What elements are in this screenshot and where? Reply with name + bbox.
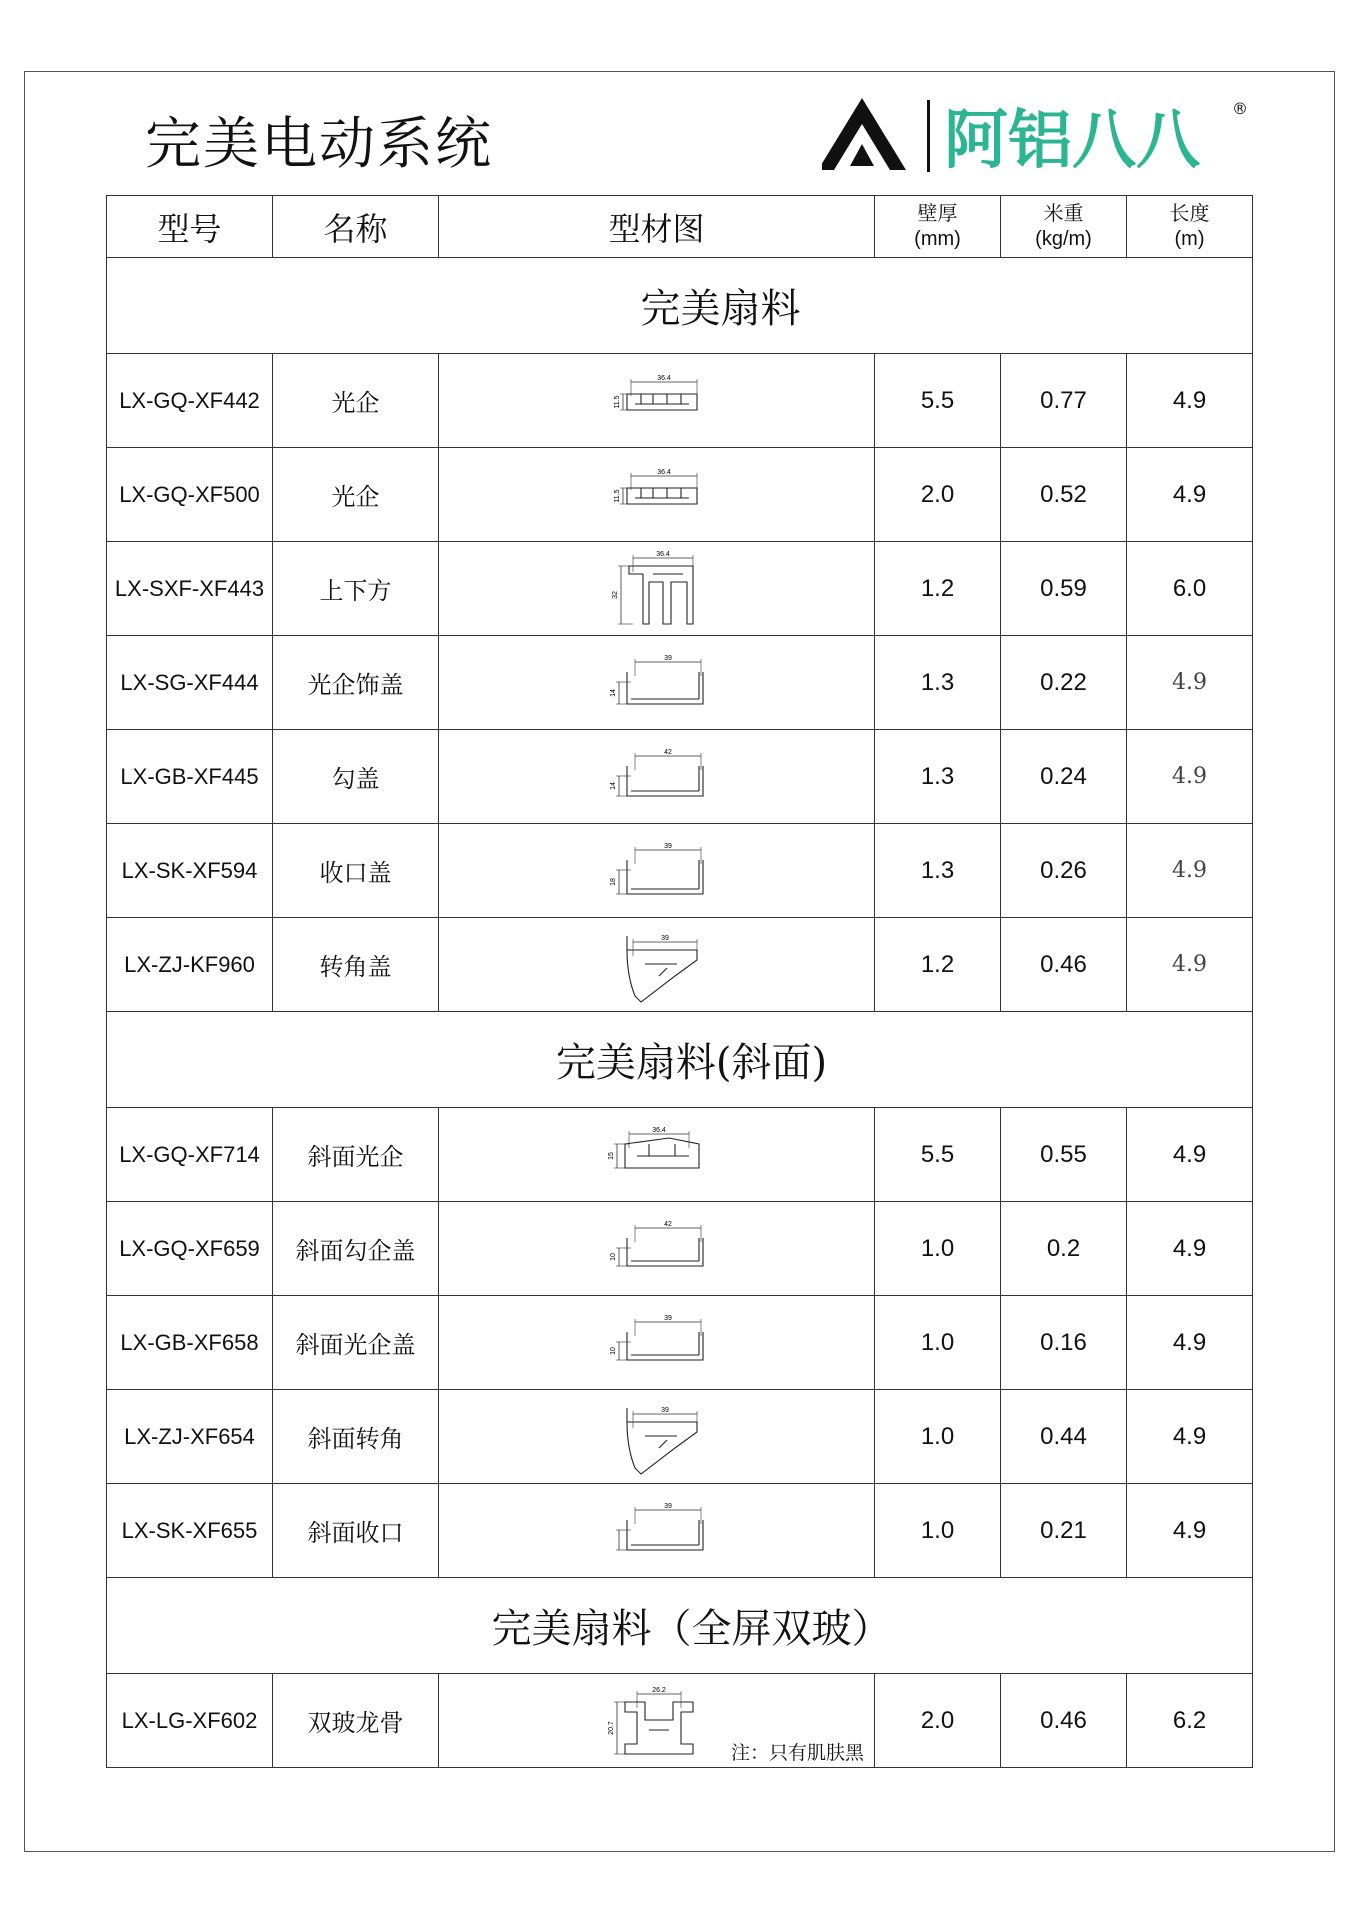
name-cell: 斜面光企盖 (273, 1296, 439, 1390)
svg-text:18: 18 (609, 877, 617, 886)
table-row (107, 824, 1253, 918)
model-cell: LX-GB-XF445 (107, 730, 273, 824)
table-row (107, 1108, 1253, 1202)
svg-text:14: 14 (609, 688, 617, 697)
header-model: 型号 (107, 196, 273, 258)
profile-figure-cell (439, 1484, 875, 1578)
model-cell: LX-GQ-XF500 (107, 448, 273, 542)
weight-cell: 0.16 (1001, 1296, 1127, 1390)
weight-cell: 0.24 (1001, 730, 1127, 824)
thickness-cell: 2.0 (875, 1674, 1001, 1768)
profile-drawing-icon (597, 924, 717, 1006)
weight-cell: 0.44 (1001, 1390, 1127, 1484)
model-cell: LX-LG-XF602 (107, 1674, 273, 1768)
header-thickness (875, 196, 1001, 258)
svg-text:10: 10 (609, 1346, 617, 1355)
svg-text:26.2: 26.2 (651, 1686, 666, 1694)
table-row (107, 1296, 1253, 1390)
svg-text:42: 42 (663, 1220, 672, 1228)
section-title: 完美扇料(斜面) (107, 1012, 1253, 1108)
header-thickness-unit: (mm) (914, 227, 961, 250)
length-cell: 4.9 (1127, 1390, 1253, 1484)
model-cell: LX-SXF-XF443 (107, 542, 273, 636)
brand-logo (822, 96, 1252, 176)
table-row (107, 354, 1253, 448)
model-cell: LX-GQ-XF442 (107, 354, 273, 448)
table-row (107, 1390, 1253, 1484)
thickness-cell: 1.3 (875, 824, 1001, 918)
length-cell: 4.9 (1127, 1202, 1253, 1296)
thickness-cell: 1.3 (875, 730, 1001, 824)
weight-cell: 0.77 (1001, 354, 1127, 448)
table-row (107, 542, 1253, 636)
header-length (1127, 196, 1253, 258)
thickness-cell: 1.3 (875, 636, 1001, 730)
length-cell: 6.2 (1127, 1674, 1253, 1768)
profile-figure-cell (439, 730, 875, 824)
svg-text:39: 39 (663, 1502, 672, 1510)
profile-drawing-icon (597, 1680, 717, 1762)
thickness-cell: 1.2 (875, 918, 1001, 1012)
name-cell: 光企 (273, 448, 439, 542)
svg-text:39: 39 (660, 1406, 669, 1414)
section-title: 完美扇料 (107, 258, 1253, 354)
svg-text:15: 15 (607, 1151, 615, 1160)
svg-text:36.4: 36.4 (656, 374, 671, 382)
thickness-cell: 1.0 (875, 1202, 1001, 1296)
name-cell: 光企饰盖 (273, 636, 439, 730)
table-row (107, 636, 1253, 730)
header-figure: 型材图 (439, 196, 875, 258)
weight-cell: 0.46 (1001, 918, 1127, 1012)
profile-figure-cell (439, 542, 875, 636)
profile-drawing-icon (597, 1396, 717, 1478)
name-cell: 勾盖 (273, 730, 439, 824)
weight-cell: 0.26 (1001, 824, 1127, 918)
logo-mark-icon (822, 98, 906, 170)
profile-figure-cell (439, 824, 875, 918)
profile-figure-cell (439, 1108, 875, 1202)
name-cell: 收口盖 (273, 824, 439, 918)
profile-figure-cell (439, 448, 875, 542)
header-name: 名称 (273, 196, 439, 258)
header-weight-label: 米重 (1043, 202, 1084, 225)
profile-drawing-icon (597, 360, 717, 442)
thickness-cell: 5.5 (875, 1108, 1001, 1202)
model-cell: LX-GQ-XF714 (107, 1108, 273, 1202)
length-cell: 4.9 (1127, 636, 1253, 730)
section-row (107, 1578, 1253, 1674)
length-cell: 6.0 (1127, 542, 1253, 636)
section-row (107, 1012, 1253, 1108)
model-cell: LX-GQ-XF659 (107, 1202, 273, 1296)
table-row (107, 448, 1253, 542)
profile-figure-cell (439, 354, 875, 448)
weight-cell: 0.52 (1001, 448, 1127, 542)
model-cell: LX-GB-XF658 (107, 1296, 273, 1390)
model-cell: LX-SK-XF655 (107, 1484, 273, 1578)
header-length-unit: (m) (1174, 227, 1205, 250)
name-cell: 光企 (273, 354, 439, 448)
profile-figure-cell (439, 636, 875, 730)
length-cell: 4.9 (1127, 354, 1253, 448)
weight-cell: 0.55 (1001, 1108, 1127, 1202)
registered-mark: ® (1232, 99, 1248, 118)
svg-text:32: 32 (611, 590, 619, 599)
profile-drawing-icon (597, 736, 717, 818)
length-cell: 4.9 (1127, 730, 1253, 824)
model-cell: LX-ZJ-XF654 (107, 1390, 273, 1484)
name-cell: 斜面光企 (273, 1108, 439, 1202)
name-cell: 斜面勾企盖 (273, 1202, 439, 1296)
svg-text:36.4: 36.4 (655, 550, 670, 558)
svg-text:11.5: 11.5 (613, 394, 621, 409)
model-cell: LX-SG-XF444 (107, 636, 273, 730)
table-row (107, 1202, 1253, 1296)
profile-figure-cell (439, 1296, 875, 1390)
table-row (107, 918, 1253, 1012)
profile-figure-cell (439, 1390, 875, 1484)
table-row (107, 1674, 1253, 1768)
profile-drawing-icon (597, 1302, 717, 1384)
svg-text:39: 39 (663, 654, 672, 662)
thickness-cell: 1.2 (875, 542, 1001, 636)
svg-text:14: 14 (609, 781, 617, 790)
note-text: 注：只有肌肤黑 (730, 1742, 864, 1764)
section-row (107, 258, 1253, 354)
svg-text:10: 10 (609, 1252, 617, 1261)
profile-drawing-icon (597, 1490, 717, 1572)
thickness-cell: 2.0 (875, 448, 1001, 542)
page-title: 完美电动系统 (145, 112, 493, 177)
svg-text:36.4: 36.4 (651, 1126, 666, 1134)
weight-cell: 0.2 (1001, 1202, 1127, 1296)
length-cell: 4.9 (1127, 1484, 1253, 1578)
name-cell: 斜面收口 (273, 1484, 439, 1578)
profile-figure-cell (439, 918, 875, 1012)
svg-text:39: 39 (663, 842, 672, 850)
profile-drawing-icon (597, 830, 717, 912)
thickness-cell: 1.0 (875, 1484, 1001, 1578)
model-cell: LX-ZJ-KF960 (107, 918, 273, 1012)
profile-table (106, 195, 1253, 1768)
svg-text:36.4: 36.4 (656, 468, 671, 476)
header-weight (1001, 196, 1127, 258)
table-row (107, 1484, 1253, 1578)
thickness-cell: 1.0 (875, 1390, 1001, 1484)
profile-drawing-icon (597, 1208, 717, 1290)
profile-drawing-icon (597, 548, 717, 630)
thickness-cell: 5.5 (875, 354, 1001, 448)
profile-figure-cell (439, 1674, 875, 1768)
model-cell: LX-SK-XF594 (107, 824, 273, 918)
header-weight-unit: (kg/m) (1035, 227, 1092, 250)
svg-text:11.5: 11.5 (613, 488, 621, 503)
name-cell: 双玻龙骨 (273, 1674, 439, 1768)
table-row (107, 730, 1253, 824)
svg-text:42: 42 (663, 748, 672, 756)
name-cell: 斜面转角 (273, 1390, 439, 1484)
svg-text:39: 39 (660, 934, 669, 942)
profile-drawing-icon (597, 1114, 717, 1196)
name-cell: 上下方 (273, 542, 439, 636)
svg-text:20.7: 20.7 (607, 1720, 615, 1735)
section-title: 完美扇料（全屏双玻） (107, 1578, 1253, 1674)
length-cell: 4.9 (1127, 824, 1253, 918)
weight-cell: 0.21 (1001, 1484, 1127, 1578)
profile-drawing-icon (597, 642, 717, 724)
name-cell: 转角盖 (273, 918, 439, 1012)
length-cell: 4.9 (1127, 918, 1253, 1012)
length-cell: 4.9 (1127, 1108, 1253, 1202)
header-length-label: 长度 (1169, 202, 1210, 225)
profile-figure-cell (439, 1202, 875, 1296)
thickness-cell: 1.0 (875, 1296, 1001, 1390)
logo-brand-text: 阿铝八八 (944, 104, 1200, 176)
length-cell: 4.9 (1127, 1296, 1253, 1390)
weight-cell: 0.59 (1001, 542, 1127, 636)
weight-cell: 0.46 (1001, 1674, 1127, 1768)
weight-cell: 0.22 (1001, 636, 1127, 730)
svg-text:39: 39 (663, 1314, 672, 1322)
profile-drawing-icon (597, 454, 717, 536)
header-thickness-label: 壁厚 (917, 202, 958, 225)
length-cell: 4.9 (1127, 448, 1253, 542)
